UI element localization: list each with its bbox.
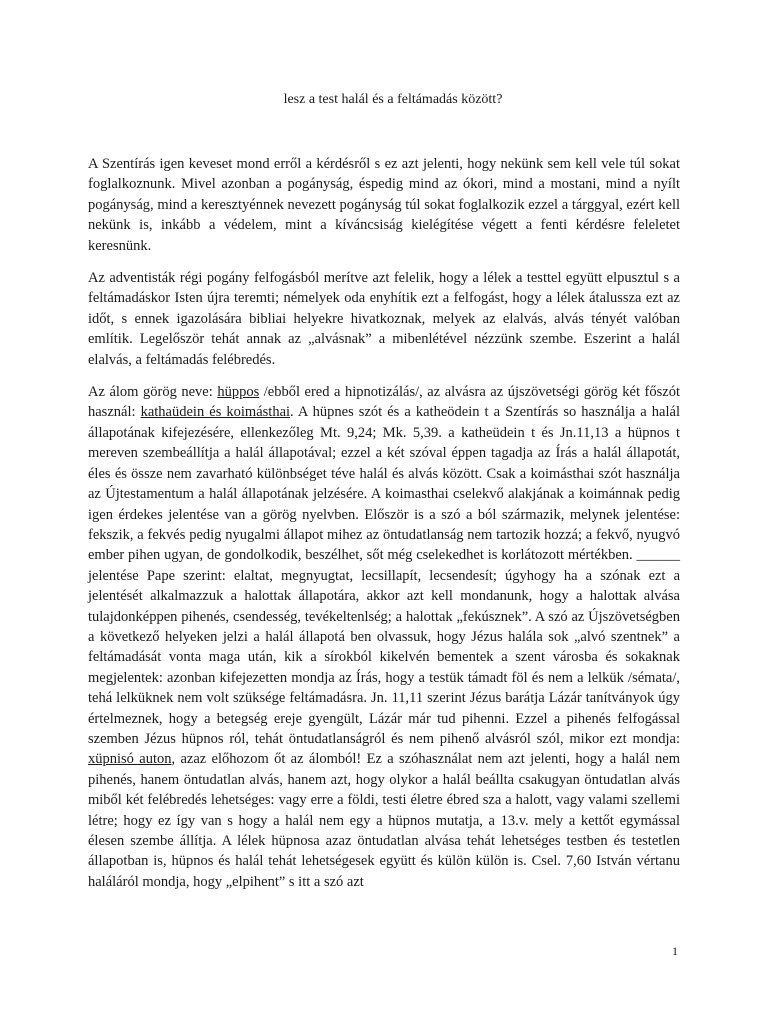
underlined-term: kathaüdein és koimásthai <box>140 404 291 421</box>
underlined-term: xüpnisó auton <box>88 751 172 768</box>
page-number: 1 <box>672 944 678 958</box>
body-text <box>88 154 680 904</box>
text-run: /ebből ered a hipnotizálás/, az alvásra az újszövetségi görög két főszót használ: <box>88 384 680 421</box>
paragraph-3 <box>88 382 680 892</box>
blank-line: ______ <box>636 547 680 564</box>
underlined-term: hüppos <box>217 384 260 401</box>
text-run: jelentése Pape szerint: elaltat, megnyugtat, lecsillapít, lecsendesít; úgyhogy ha a szónak ezt a jelentését alkalmazzuk a halottak állapotára, akkor azt kell mondanunk, hogy a halottak alvása tulajdonképpen pihenés, csendesség, tevékeltenlség; a halottak „fekúsznek”. A szó az Újszövetségben a következő helyeken jelzi a halál állapotá ben olvassuk, hogy Jézus halála sok „alvó szentnek” a feltámadását vonta maga után, kik a sírokból kikelvén bementek a szent városba és sokaknak megjelentek: azonban kifejezetten mondja az Írás, hogy a testük támadt föl és nem a lelkük /sémata/, tehá lelküknek nem volt szüksége feltámadásra. Jn. 11,11 szerint Jézus barátja Lázár tanítványok úgy értelmeznek, hogy a betegség ereje gyengült, Lázár már tud pihenni. Ezzel a pihenés felfogással szemben Jézus hüpnos ról, tehát öntudatlanságról és nem pihenő alvásról szól, mikor ezt mondja: <box>88 567 680 747</box>
page-title: lesz a test halál és a feltámadás között? <box>283 92 503 107</box>
text-run: . A hüpnes szót és a katheödein t a Szentírás so használja a halál állapotának kifejezésére, ellenkezőleg Mt. 9,24; Mk. 5,39. a katheüdein t és Jn.11,13 a hüpnos t mereven szembeállítja a halál állapotával; ezzel a két szóval éppen tagadja az Írás a halál állapotát, éles és össze nem zavarható különbséget téve halál és alvás között. Csak a koimásthai szót használja az Újtestamentum a halál állapotának jelzésére. A koimasthai cselekvő alakjának a koimánnak pedig igen érdekes jelentése van a görög nyelvben. Először is a szó a ból származik, melynek jelentése: fekszik, a fekvés pedig nyugalmi állapot mihez az öntudatlanság nem tartozik hozzá; a fekvő, nyugvó ember pihen ugyan, de gondolkodik, beszélhet, sőt még cselekedhet is korlátozott mértékben. <box>88 404 680 564</box>
paragraph-2: Az adventisták régi pogány felfogásból merítve azt felelik, hogy a lélek a testtel együtt elpusztul s a feltámadáskor Isten újra teremti; némelyek oda enyhítik ezt a felfogást, hogy a lélek átalussza ezt az időt, s ennek igazolására bibliai helyekre hivatkoznak, melyek az elalvás, alvás tényét valóban említik. Legelőször tehát annak az „alvásnak” a mibenlétével nézzünk szembe. Eszerint a halál elalvás, a feltámadás felébredés. <box>88 270 680 368</box>
text-run: , azaz előhozom őt az álomból! Ez a szóhasználat nem azt jelenti, hogy a halál nem pihenés, hanem öntudatlan alvás, hanem azt, hogy olykor a halál beállta csakugyan öntudatlan alvás miből két felébredés lehetséges: vagy erre a földi, testi életre ébred sza a halott, vagy valami szellemi létre; hogy ez így van s hogy a halál nem egy a hüpnos mutatja, a 13.v. mely a kettőt egymással élesen szembe állítja. A lélek hüpnosa azaz öntudatlan alvása tehát lehetséges testben és testetlen állapotban is, hüpnos és halál tehát lehetségesek együtt és külön külön is. Csel. 7,60 István vértanu haláláról mondja, hogy „elpihent” s itt a szó azt <box>88 751 680 890</box>
paragraph-1: A Szentírás igen keveset mond erről a kérdésről s ez azt jelenti, hogy nekünk sem kell vele túl sokat foglalkoznunk. Mivel azonban a pogányság, éspedig mind az ókori, mind a mostani, mind a nyílt pogányság, mind a keresztyénnek nevezett pogányság túl sokat foglalkozik ezzel a tárggyal, ezért kell nekünk is, inkább a védelem, mint a kíváncsiság kielégítése végett a fenti kérdésre feleletet keresnünk. <box>88 156 680 254</box>
text-run: Az álom görög neve: <box>88 384 218 401</box>
